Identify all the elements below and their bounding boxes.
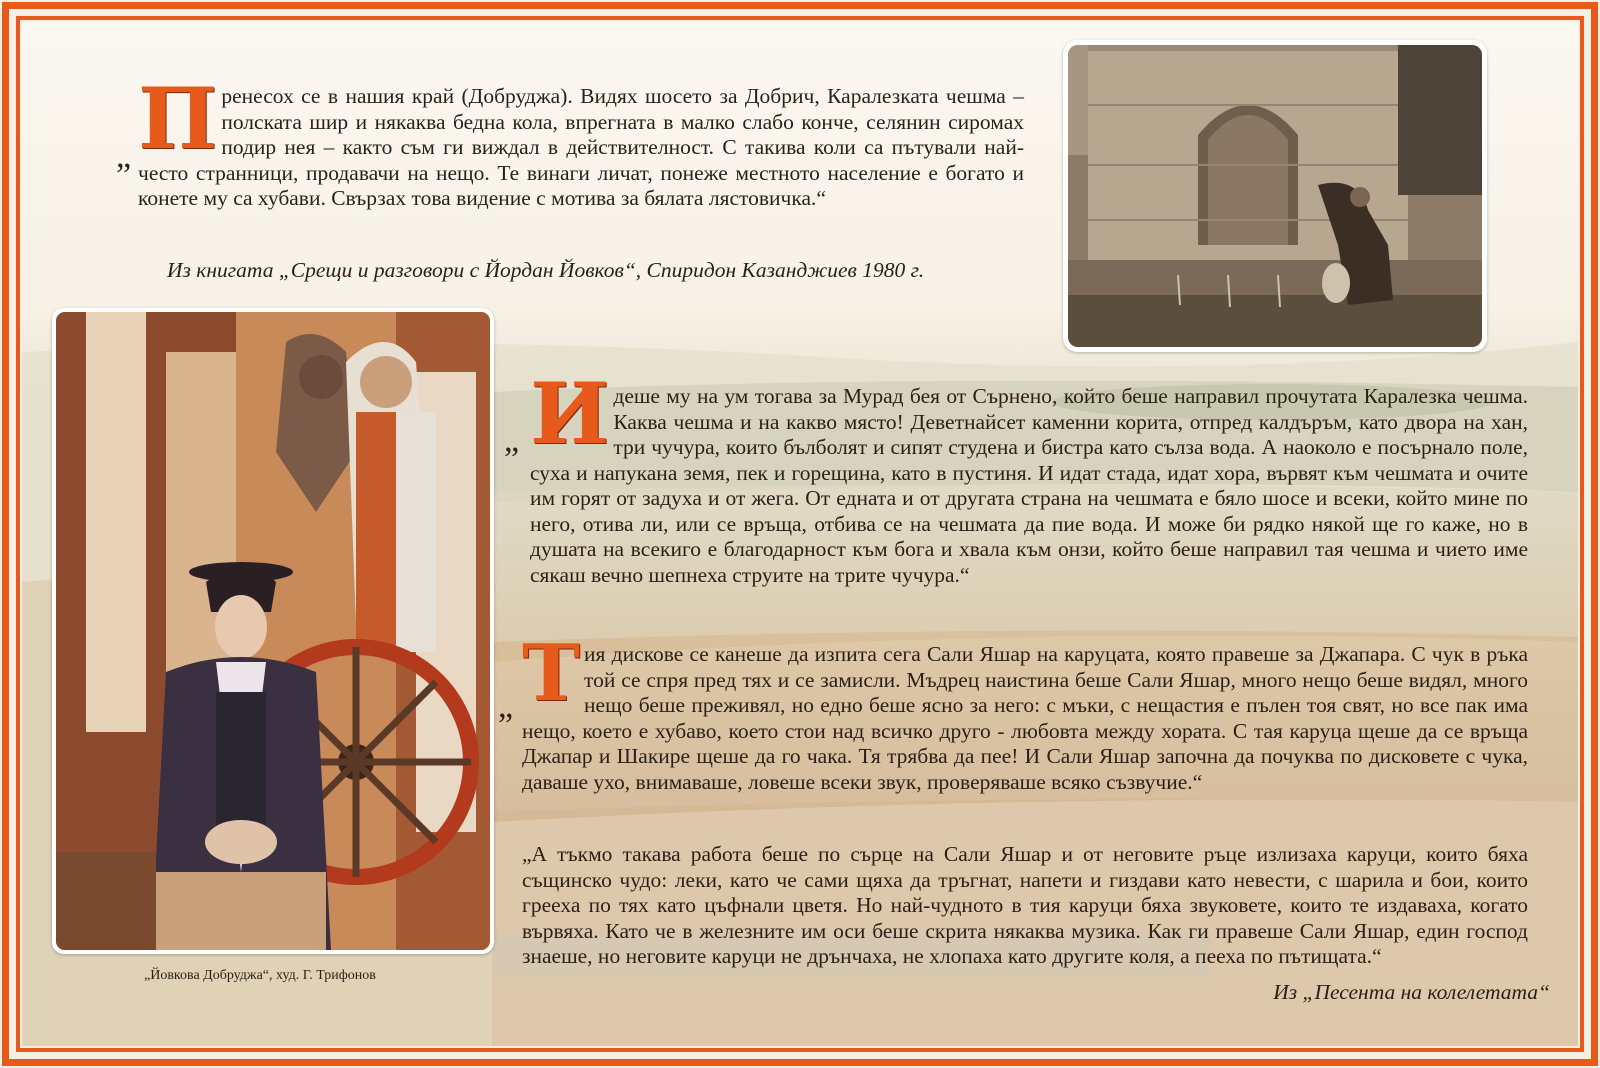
dropcap-block (498, 628, 581, 725)
fountain-photo-frame (1063, 40, 1487, 352)
passage-3-text: ия дискове се канеше да изпита сега Сали Яшар на каруцата, която правеше за Джапара. С чук в ръка той се спря пред тях и се замисли. Мъдрец наистина беше Сали Яшар, много нещо беше видял, много нещо беше преживял, но едно беше ясно за него: с мъки, с нещастия е пълен тоя свят, но все пак има нещо, което е хубаво, което стои над всичко друго - любовта между хората. С тая каруца щеше да се връща Джапар и Шакире щеше да го чака. Тя трябва да пее! И Сали Яшар започна да почуква по дисковете с чука, даваше ухо, внимаваше, ловеше всеки звук, проверяваше всяко съзвучие.“ (522, 642, 1528, 794)
passage-3 (498, 628, 1528, 795)
dropcap-block (504, 364, 610, 463)
passage-4-text: „А тъкмо такава работа беше по сърце на Сали Яшар и от неговите ръце излизаха каруци, които бяха същинско чудо: леки, като че сами щяха да тръгнат, напети и гиздави като невести, с шарила и бои, които грееха по тях като цъфнали цветя. Но най-чудното в тия каруци бяха звуковете, които те издаваха, когато вървяха. Като че в железните им оси беше скрита някаква музика. Как ги правеше Сали Яшар, един господ знаеше, но неговите каруци не дрънчаха, не хлопаха като другите коля, а пееха по пътищата.“ (522, 842, 1528, 968)
dropcap-letter: Т (522, 628, 581, 719)
attribution-2: Из „Песента на колелетата“ (1273, 980, 1550, 1004)
painting (56, 312, 490, 950)
passage-1-text: ренесох се в нашия край (Добруджа). Видях шосето за Добрич, Каралезката чешма – полската шир и някаква бедна кола, впрегната в малко слабо конче, селянин сиромах подир нея – както съм ги виждал в действителност. С такива коли са пътували най-често странници, продавачи на нещо. Те винаги личат, понеже местното население е богато и конете му са хубави. Свързах това видение с мотива за бялата лястовичка.“ (138, 84, 1024, 210)
opening-quote-mark: „ (498, 688, 514, 725)
opening-quote-mark: „ (116, 138, 132, 175)
passage-4 (522, 842, 1528, 970)
opening-quote-mark: „ (504, 422, 520, 459)
dropcap-letter: И (530, 364, 610, 463)
dropcap-block (116, 69, 218, 175)
content-area (22, 22, 1578, 1046)
painting-caption: „Йовкова Добруджа“, худ. Г. Трифонов (144, 968, 376, 983)
dropcap-letter: П (138, 69, 218, 168)
painting-frame (52, 308, 494, 954)
passage-2-text: дeше му на ум тогава за Мурад бея от Сърнено, който беше направил прочутата Каралезка чешма. Каква чешма и на какво място! Деветнайсет каменни корита, отпред калдъръм, като двора на хан, три чучура, които бълболят и сипят студена и бистра като сълза вода. А наоколо е посърнало поле, суха и напукана земя, пек и горещина, като в пустиня. И идат стада, идат хора, вървят към чешмата и очите им горят от задуха и от жега. От едната и от другата страна на чешмата е бяло шосе и всеки, който мине по него, отива ли, или се връща, отбива се на чешмата да пие вода. И може би рядко някой ще го каже, но в душата на всекиго е благодарност към бога и хвала към онзи, който беше направил тая чешма и чието име сякаш вечно шепнеха струите на трите чучура.“ (530, 384, 1528, 587)
painting-image (56, 312, 490, 950)
fountain-photo-image (1068, 45, 1482, 347)
fountain-photo (1068, 45, 1482, 347)
passage-2 (504, 364, 1528, 588)
attribution-1: Из книгата „Срещи и разговори с Йордан Йовков“, Спиридон Казанджиев 1980 г. (167, 258, 925, 282)
passage-1 (116, 69, 1024, 212)
